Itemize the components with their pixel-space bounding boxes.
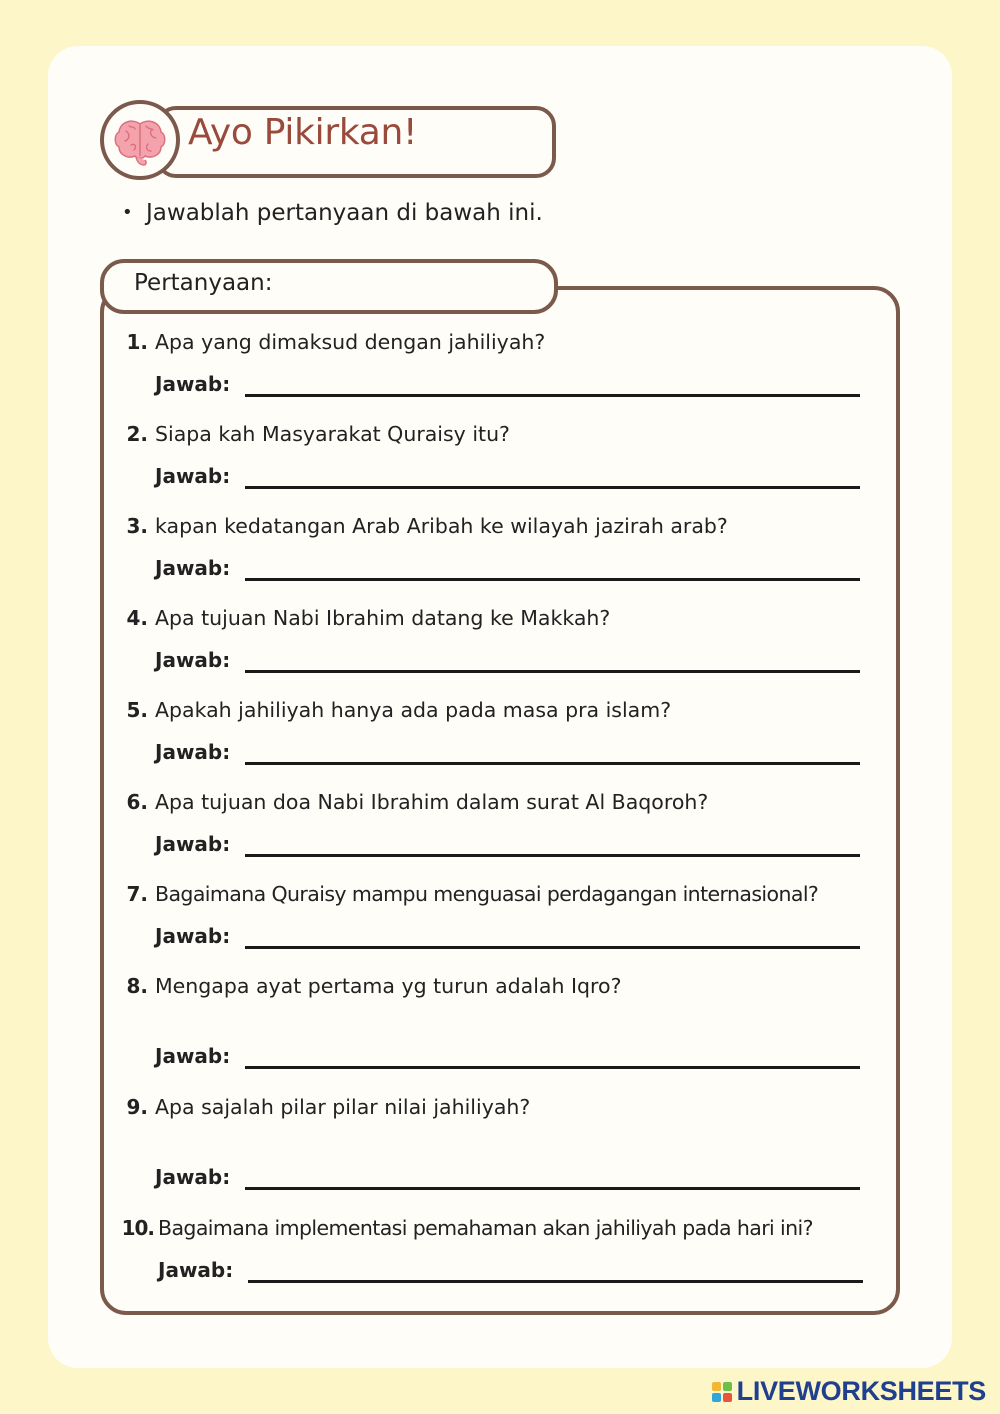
section-label: Pertanyaan: (134, 270, 273, 296)
answer-line[interactable] (245, 578, 860, 581)
question-number: 8. (126, 974, 148, 998)
answer-line[interactable] (245, 1187, 860, 1190)
question-text: Siapa kah Masyarakat Quraisy itu? (155, 422, 510, 446)
question-number: 2. (126, 422, 148, 446)
question-text: Apa tujuan Nabi Ibrahim datang ke Makkah? (155, 606, 611, 630)
question-number: 6. (126, 790, 148, 814)
question-number: 1. (126, 330, 148, 354)
answer-label: Jawab: (155, 1165, 231, 1189)
answer-line[interactable] (245, 762, 860, 765)
answer-line[interactable] (245, 394, 860, 397)
question-number: 4. (126, 606, 148, 630)
brain-icon-circle (100, 100, 180, 180)
question-number: 10. (121, 1216, 154, 1240)
answer-label: Jawab: (158, 1258, 234, 1282)
bullet-icon: • (122, 202, 133, 223)
answer-line[interactable] (245, 1066, 860, 1069)
question-text: Apa sajalah pilar pilar nilai jahiliyah? (155, 1095, 531, 1119)
answer-label: Jawab: (155, 372, 231, 396)
page-title: Ayo Pikirkan! (188, 112, 418, 153)
question-number: 3. (126, 514, 148, 538)
answer-line[interactable] (245, 670, 860, 673)
question-text: Mengapa ayat pertama yg turun adalah Iqro? (155, 974, 622, 998)
title-banner (100, 100, 560, 180)
answer-line[interactable] (248, 1280, 863, 1283)
answer-label: Jawab: (155, 740, 231, 764)
liveworksheets-logo-icon (712, 1382, 732, 1402)
brand-name: LIVEWORKSHEETS (736, 1376, 986, 1406)
instruction (122, 200, 543, 226)
answer-label: Jawab: (155, 648, 231, 672)
answer-label: Jawab: (155, 556, 231, 580)
question-text: Apa tujuan doa Nabi Ibrahim dalam surat Al Baqoroh? (155, 790, 709, 814)
instruction-text: Jawablah pertanyaan di bawah ini. (146, 200, 543, 226)
answer-line[interactable] (245, 854, 860, 857)
question-text: Bagaimana Quraisy mampu menguasai perdagangan internasional? (155, 882, 819, 906)
question-text: Bagaimana implementasi pemahaman akan jahiliyah pada hari ini? (158, 1216, 813, 1240)
question-text: kapan kedatangan Arab Aribah ke wilayah jazirah arab? (155, 514, 728, 538)
question-text: Apa yang dimaksud dengan jahiliyah? (155, 330, 546, 354)
answer-label: Jawab: (155, 464, 231, 488)
question-number: 5. (126, 698, 148, 722)
answer-label: Jawab: (155, 832, 231, 856)
answer-label: Jawab: (155, 924, 231, 948)
question-text: Apakah jahiliyah hanya ada pada masa pra islam? (155, 698, 672, 722)
answer-line[interactable] (245, 486, 860, 489)
question-number: 9. (126, 1095, 148, 1119)
questions-tab (100, 259, 558, 314)
answer-label: Jawab: (155, 1044, 231, 1068)
liveworksheets-brand (712, 1376, 986, 1407)
brain-icon (104, 104, 176, 176)
answer-line[interactable] (245, 946, 860, 949)
question-number: 7. (126, 882, 148, 906)
